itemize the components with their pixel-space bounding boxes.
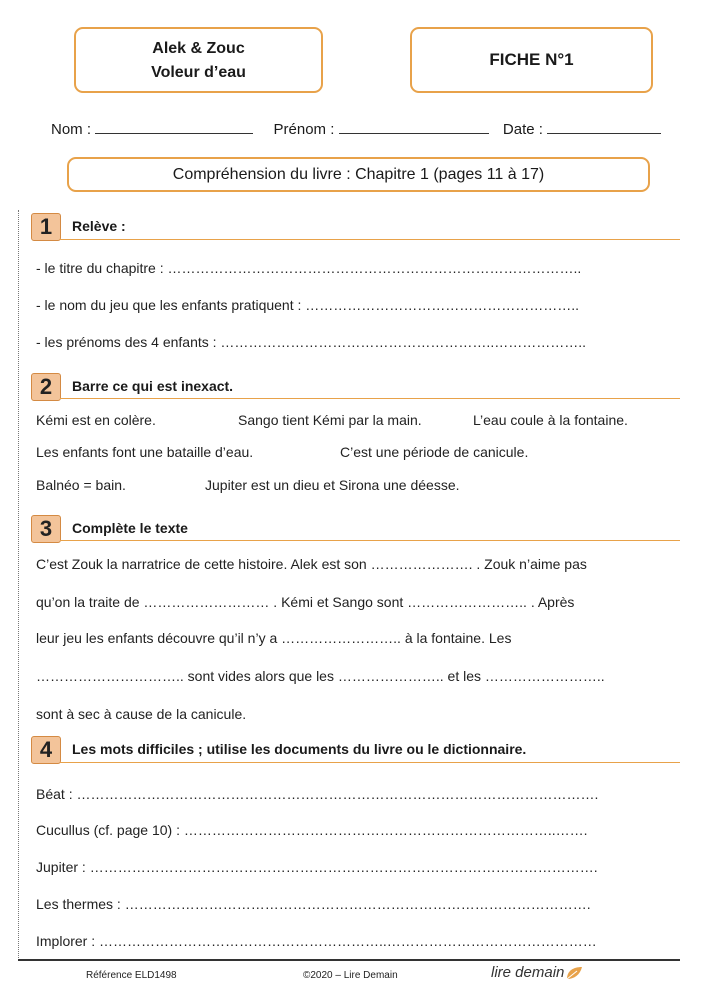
section-3-badge: 3 [31,515,61,543]
s2-statement[interactable]: Kémi est en colère. [36,412,156,428]
s1-item-game: - le nom du jeu que les enfants pratiquent : ………………………………………………….. [36,297,580,313]
section-4-rule [60,762,680,763]
section-3-rule [60,540,680,541]
s3-line: sont à sec à cause de la canicule. [36,706,247,722]
s3-line: C’est Zouk la narratrice de cette histoire. Alek est son …………………. . Zouk n’aime pas [36,556,587,572]
s2-statement[interactable]: Sango tient Kémi par la main. [238,412,422,428]
s3-line: leur jeu les enfants découvre qu’il n’y a …………………….. à la fontaine. Les [36,630,512,646]
date-label: Date : [502,121,543,138]
section-1-badge: 1 [31,213,61,241]
book-title-line1: Alek & Zouc [152,40,245,57]
margin-rule [18,210,20,958]
footer-copyright: ©2020 – Lire Demain [303,970,398,981]
comprehension-banner [67,157,650,192]
s2-statement[interactable]: Balnéo = bain. [36,477,126,493]
brand-name: lire demain [491,964,565,981]
section-2-title: Barre ce qui est inexact. [72,378,234,394]
s4-item-jupiter: Jupiter : ………………………………………………………………………………………………. [36,859,598,875]
s4-item-cucullus: Cucullus (cf. page 10) : ……………………………………………………………………..……. [36,822,588,838]
s3-line: ………………………….. sont vides alors que les ………………….. et les …………………….. [36,668,605,684]
book-title-line2: Voleur d’eau [151,64,246,81]
s4-item-implorer: Implorer : ……………………………………………………..……………………………………… [36,933,597,949]
fiche-number-box [410,27,653,93]
s2-statement[interactable]: Jupiter est un dieu et Sirona une déesse. [205,477,460,493]
s1-item-title: - le titre du chapitre : …………………………………………………………………………….. [36,260,582,276]
s4-item-thermes: Les thermes : ………………………………………………………………………………………. [36,896,591,912]
date-field[interactable] [547,119,661,134]
brand-leaf-icon [565,966,583,980]
section-4-title: Les mots difficiles ; utilise les documents du livre ou le dictionnaire. [72,741,527,757]
nom-label: Nom : [51,121,92,138]
s4-item-beat: Béat : …………………………………………………………………………………………………. [36,786,599,802]
footer-reference: Référence ELD1498 [86,970,177,981]
s2-statement[interactable]: Les enfants font une bataille d’eau. [36,444,254,460]
nom-field[interactable] [95,119,253,134]
section-2-badge: 2 [31,373,61,401]
comprehension-text: Compréhension du livre : Chapitre 1 (pages 11 à 17) [172,166,545,183]
section-3-title: Complète le texte [72,520,188,536]
s3-line: qu’on la traite de ……………………… . Kémi et Sango sont …………………….. . Après [36,594,575,610]
prenom-label: Prénom : [273,121,335,138]
footer-rule [18,959,680,961]
section-1-title: Relève : [72,218,126,234]
section-4-badge: 4 [31,736,61,764]
brand-logo [491,964,583,981]
prenom-field[interactable] [339,119,489,134]
s1-item-names: - les prénoms des 4 enfants : …………………………………………………..……………….. [36,334,586,350]
identity-row [51,119,671,138]
fiche-number: FICHE N°1 [489,50,574,69]
section-2-rule [60,398,680,399]
s2-statement[interactable]: C’est une période de canicule. [340,444,529,460]
book-title-box [74,27,323,93]
s2-statement[interactable]: L’eau coule à la fontaine. [473,412,628,428]
section-1-rule [60,239,680,240]
